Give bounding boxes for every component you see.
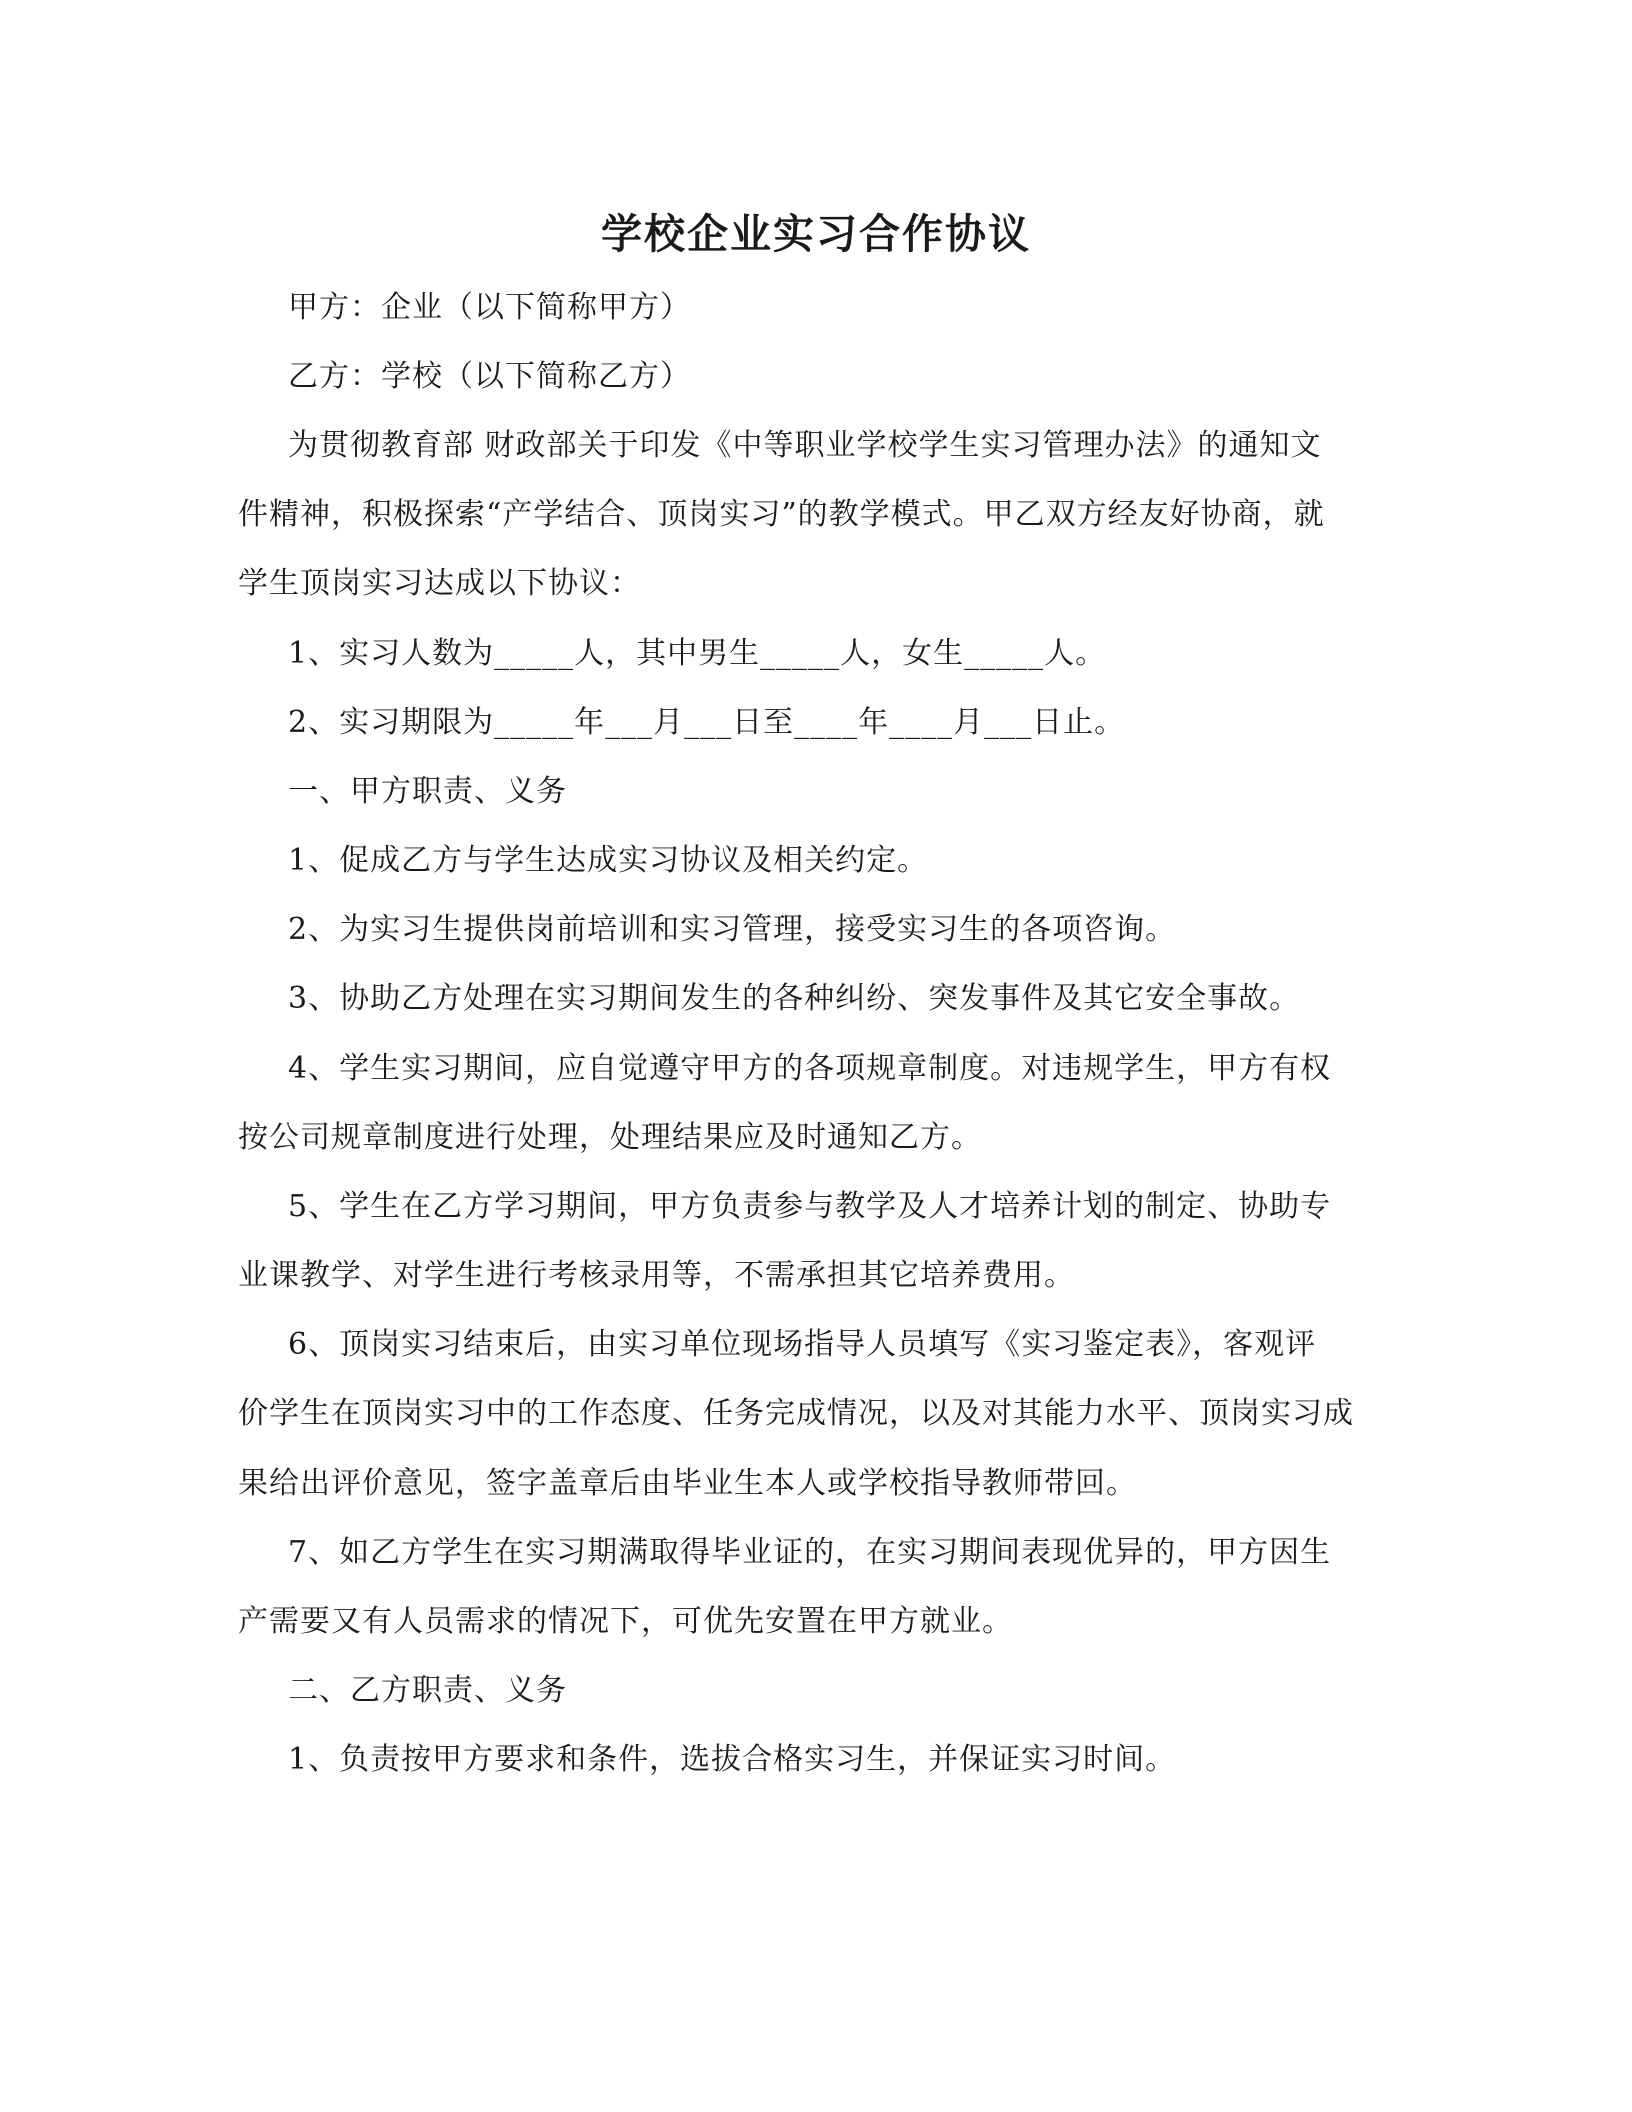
preamble-line-2: 件精神，积极探索“产学结合、顶岗实习”的教学模式。甲乙双方经友好协商，就 xyxy=(238,497,1325,532)
clause-a4-line-2: 按公司规章制度进行处理，处理结果应及时通知乙方。 xyxy=(238,1120,982,1155)
intern-count-line: 1、实习人数为_____人，其中男生_____人，女生_____人。 xyxy=(288,636,1107,671)
clause-a6-line-1: 6、顶岗实习结束后，由实习单位现场指导人员填写《实习鉴定表》，客观评 xyxy=(288,1327,1317,1362)
clause-a7-line-1: 7、如乙方学生在实习期满取得毕业证的，在实习期间表现优异的，甲方因生 xyxy=(288,1535,1332,1570)
clause-a1: 1、促成乙方与学生达成实习协议及相关约定。 xyxy=(288,843,929,878)
clause-a3: 3、协助乙方处理在实习期间发生的各种纠纷、突发事件及其它安全事故。 xyxy=(288,981,1301,1016)
party-b-line: 乙方：学校（以下简称乙方） xyxy=(288,359,691,394)
clause-a6-line-3: 果给出评价意见，签字盖章后由毕业生本人或学校指导教师带回。 xyxy=(238,1466,1137,1501)
clause-a5-line-1: 5、学生在乙方学习期间，甲方负责参与教学及人才培养计划的制定、协助专 xyxy=(288,1189,1332,1224)
clause-a7-line-2: 产需要又有人员需求的情况下，可优先安置在甲方就业。 xyxy=(238,1604,1013,1639)
section-heading-party-a: 一、甲方职责、义务 xyxy=(288,774,567,809)
clause-a2: 2、为实习生提供岗前培训和实习管理，接受实习生的各项咨询。 xyxy=(288,912,1177,947)
clause-a5-line-2: 业课教学、对学生进行考核录用等，不需承担其它培养费用。 xyxy=(238,1258,1075,1293)
intern-period-line: 2、实习期限为_____年___月___日至____年____月___日止。 xyxy=(288,705,1126,740)
party-a-line: 甲方：企业（以下简称甲方） xyxy=(288,290,691,325)
clause-b1: 1、负责按甲方要求和条件，选拔合格实习生，并保证实习时间。 xyxy=(288,1742,1177,1777)
section-heading-party-b: 二、乙方职责、义务 xyxy=(288,1673,567,1708)
clause-a4-line-1: 4、学生实习期间，应自觉遵守甲方的各项规章制度。对违规学生，甲方有权 xyxy=(288,1051,1332,1086)
clause-a6-line-2: 价学生在顶岗实习中的工作态度、任务完成情况，以及对其能力水平、顶岗实习成 xyxy=(238,1396,1354,1431)
preamble-line-3: 学生顶岗实习达成以下协议： xyxy=(238,566,641,601)
preamble-line-1: 为贯彻教育部 财政部关于印发《中等职业学校学生实习管理办法》的通知文 xyxy=(288,428,1322,463)
document-title: 学校企业实习合作协议 xyxy=(601,210,1031,258)
